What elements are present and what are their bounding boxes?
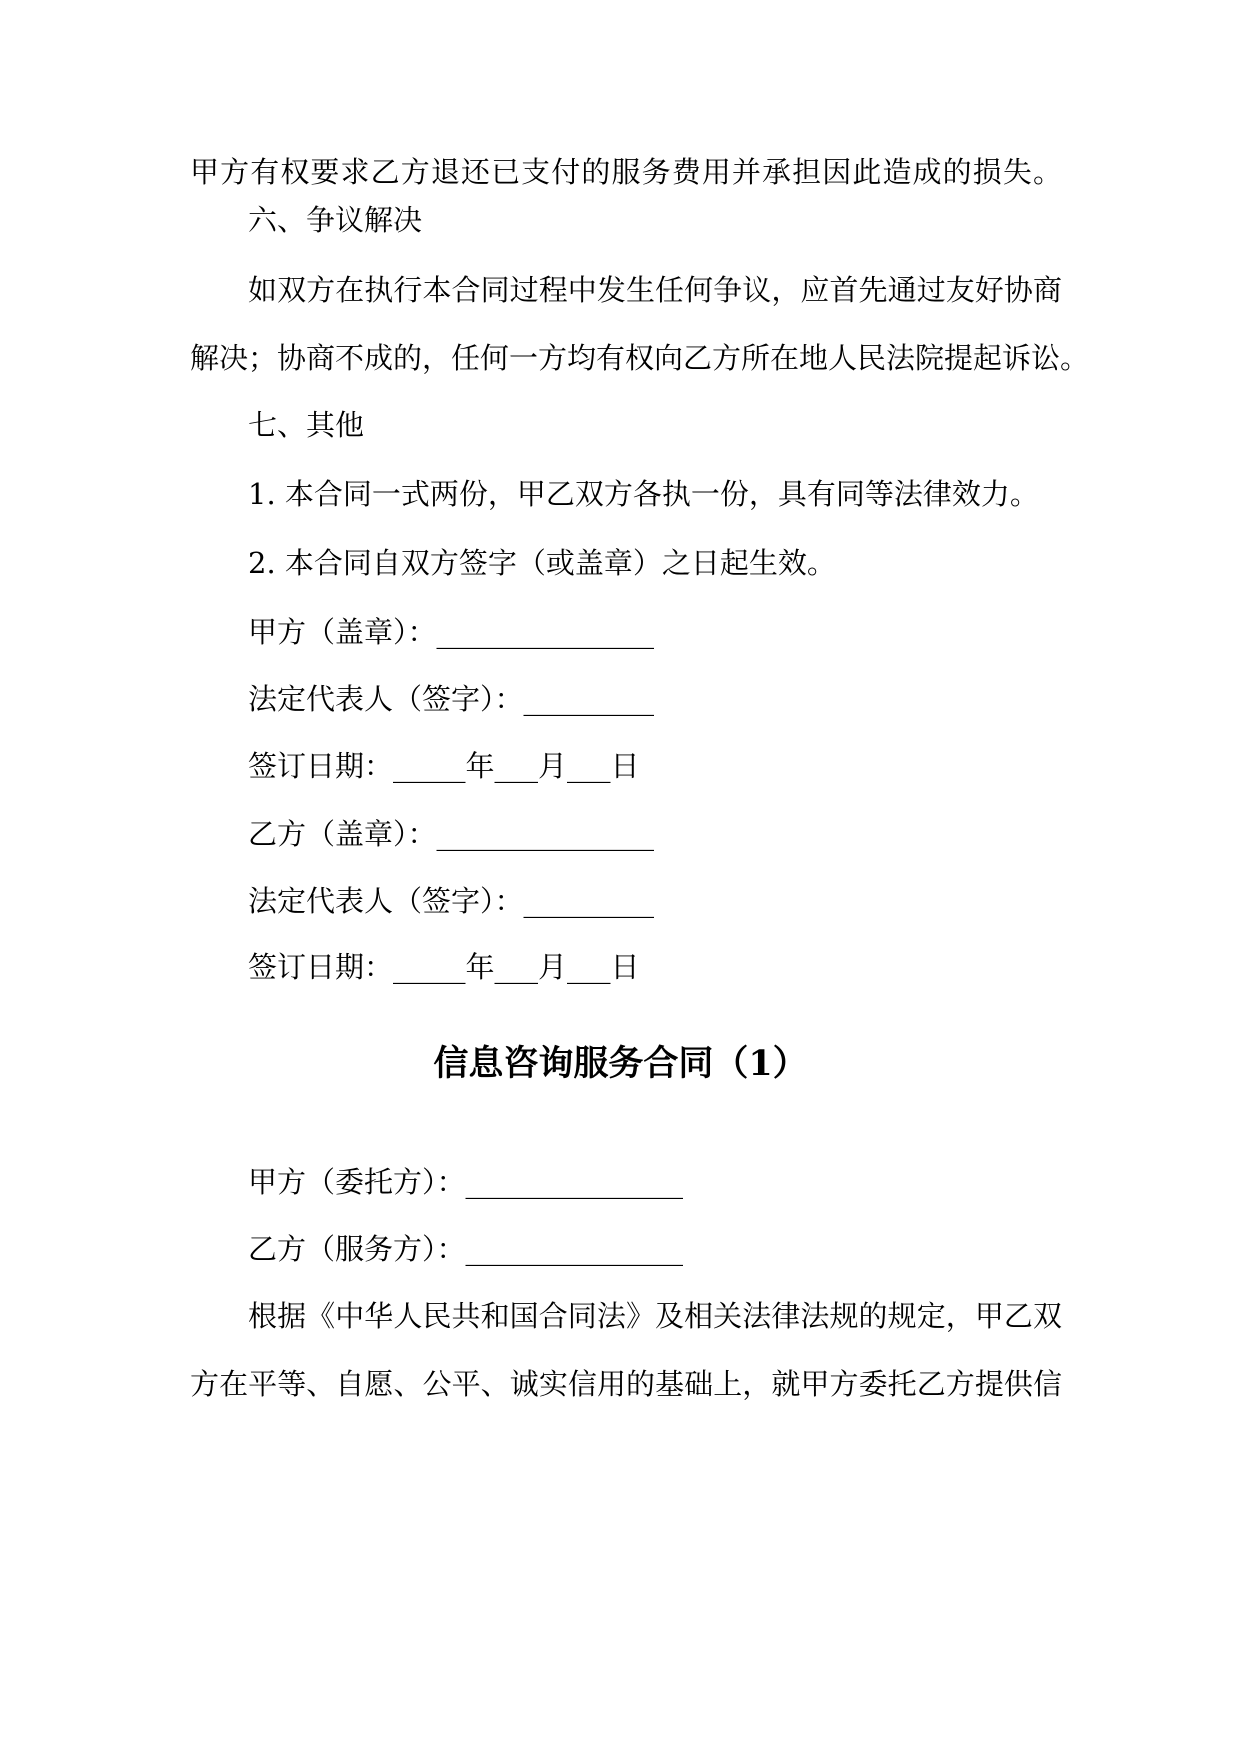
list-item: 2. 本合同自双方签字（或盖章）之日起生效。 [248, 546, 836, 580]
party-field: 乙方（服务方）：_______________ [248, 1232, 684, 1266]
paragraph-line: 甲方有权要求乙方退还已支付的服务费用并承担因此造成的损失。 [190, 155, 1062, 189]
signature-field: 法定代表人（签字）：_________ [248, 884, 655, 918]
date-field: 签订日期：_____年___月___日 [248, 950, 640, 984]
signature-field: 乙方（盖章）：_______________ [248, 817, 655, 851]
party-field: 甲方（委托方）：_______________ [248, 1165, 684, 1199]
paragraph-line: 根据《中华人民共和国合同法》及相关法律法规的规定，甲乙双 [248, 1299, 1062, 1333]
paragraph-line: 解决；协商不成的，任何一方均有权向乙方所在地人民法院提起诉讼。 [190, 341, 1090, 375]
date-field: 签订日期：_____年___月___日 [248, 749, 640, 783]
section-heading: 六、争议解决 [248, 203, 423, 237]
paragraph-line: 方在平等、自愿、公平、诚实信用的基础上，就甲方委托乙方提供信 [190, 1367, 1062, 1401]
signature-field: 法定代表人（签字）：_________ [248, 682, 655, 716]
document-title: 信息咨询服务合同（1） [433, 1043, 808, 1084]
list-item: 1. 本合同一式两份，甲乙双方各执一份，具有同等法律效力。 [248, 477, 1039, 511]
signature-field: 甲方（盖章）：_______________ [248, 615, 655, 649]
section-heading: 七、其他 [248, 408, 365, 442]
paragraph-line: 如双方在执行本合同过程中发生任何争议，应首先通过友好协商 [248, 273, 1062, 307]
